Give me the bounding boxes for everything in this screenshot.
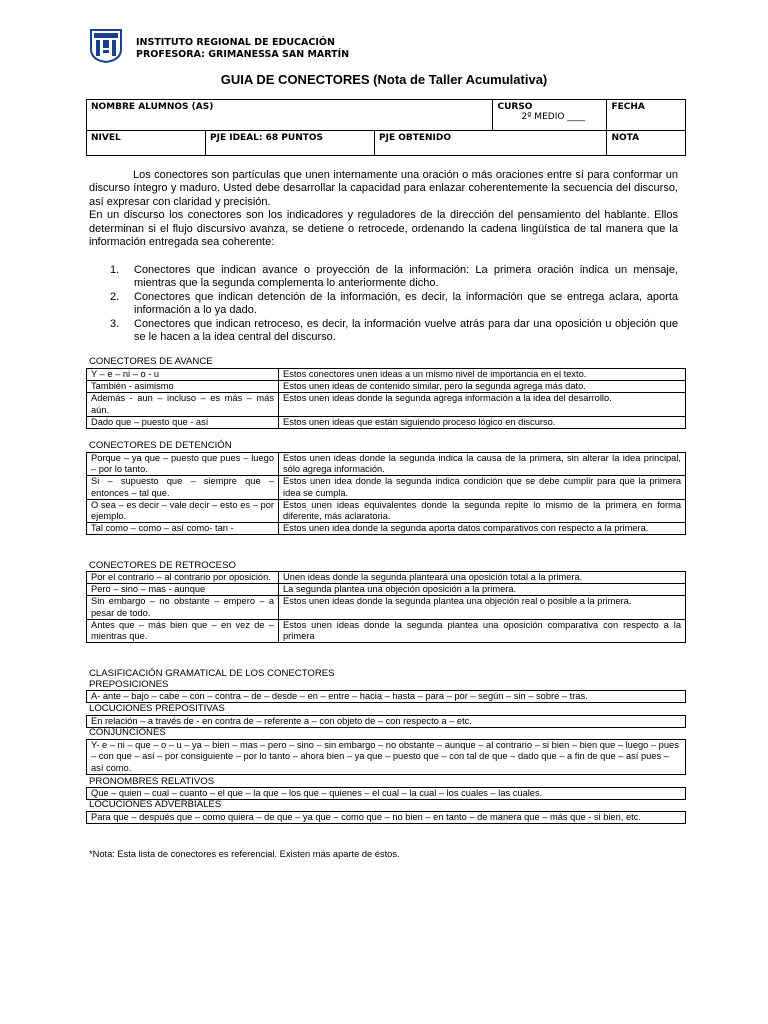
detencion-table — [86, 452, 686, 535]
pronombres-heading: PRONOMBRES RELATIVOS — [89, 776, 215, 787]
intro-paragraph: En un discurso los conectores son los indicadores y reguladores de la dirección del pensamiento del hablante. Ellos determinan si el flujo discursivo avanza, se detiene o retrocede, ordenando la cadena lingüística de tal manera que la información entregada sea coherente: — [89, 209, 678, 249]
table-row: Sin embargo – no obstante – empero – a pesar de todo. Estos unen ideas donde la segunda plantea una objeción real o posible a la primera. — [87, 596, 686, 619]
pje-ideal-cell: PJE IDEAL: 68 PUNTOS — [206, 131, 375, 156]
institution-name: INSTITUTO REGIONAL DE EDUCACIÓN — [136, 37, 335, 48]
document-header — [136, 37, 349, 61]
table-row: Dado que – puesto que - así Estos unen ideas que están siguiendo proceso lógico en discurso. — [87, 416, 686, 428]
list-item: 2. Conectores que indican detención de la información, es decir, la información que se entrega aclara, aporta información a lo ya dado. — [110, 290, 678, 317]
nombre-cell[interactable]: NOMBRE ALUMNOS (AS) — [87, 100, 493, 131]
clasificacion-heading: CLASIFICACIÓN GRAMATICAL DE LOS CONECTORES — [89, 668, 335, 679]
pje-obtenido-cell[interactable]: PJE OBTENIDO — [375, 131, 607, 156]
locuciones-prepositivas-box: En relación – a través de - en contra de – referente a – con objeto de – con respecto a – etc. — [86, 715, 686, 728]
conjunciones-heading: CONJUNCIONES — [89, 727, 166, 738]
table-row: Además - aun – incluso – es más – más aún. Estos unen ideas donde la segunda agrega información a la idea del desarrollo. — [87, 393, 686, 416]
footnote: *Nota: Esta lista de conectores es referencial. Existen más aparte de éstos. — [89, 849, 400, 859]
preposiciones-box: A- ante – bajo – cabe – con – contra – de – desde – en – entre – hacia – hasta – para – por – según – sin – sobre – tras. — [86, 690, 686, 703]
page-title: GUIA DE CONECTORES (Nota de Taller Acumulativa) — [220, 72, 548, 87]
curso-cell[interactable]: CURSO 2º MEDIO ____ — [493, 100, 607, 131]
retroceso-heading: CONECTORES DE RETROCESO — [89, 560, 236, 571]
list-item: 1. Conectores que indican avance o proyección de la información: La primera oración indica un mensaje, mientras que la segunda complementa lo anteriormente dicho. — [110, 264, 678, 290]
teacher-name: PROFESORA: GRIMANESSA SAN MARTÍN — [136, 49, 350, 60]
pronombres-box: Que – quien – cual – cuanto – el que – la que – los que – quienes – el cual – la cual – los cuales – las cuales. — [86, 787, 686, 800]
avance-heading: CONECTORES DE AVANCE — [89, 356, 213, 367]
intro-text — [89, 169, 678, 249]
locuciones-adverbiales-heading: LOCUCIONES ADVERBIALES — [89, 799, 222, 810]
retroceso-table — [86, 571, 686, 643]
connector-types-list — [110, 264, 678, 344]
instituto-regional-logo — [88, 27, 124, 63]
conjunciones-box: Y- e – ni – que – o – u – ya – bien – mas – pero – sino – sin embargo – no obstante – aunque – al contrario – si bien – bien que – luego – pues – con que – así – por consiguiente – por lo tanto – ahora bien – ya que – puesto que – con tal de que – dado que – a fin de que – así pues – así como. — [86, 739, 686, 775]
table-row: Antes que – más bien que – en vez de – mientras que. Estos unen ideas donde la segunda plantea una oposición comparativa con respecto a la primera — [87, 619, 686, 642]
table-row: Tal como – como – así como- tan - Estos unen idea donde la segunda aporta datos comparativos con respecto a la primera. — [87, 523, 686, 535]
student-info-table — [86, 99, 686, 156]
detencion-heading: CONECTORES DE DETENCIÓN — [89, 440, 232, 451]
table-row: Porque – ya que – puesto que pues – luego – por lo tanto. Estos unen ideas donde la segunda indica la causa de la primera, sin alterar la idea principal, sólo agrega información. — [87, 453, 686, 476]
table-row: O sea – es decir – vale decir – esto es – por ejemplo. Estos unen ideas equivalentes donde la segunda repite lo mismo de la primera en forma diferente, más aclaratoria. — [87, 499, 686, 522]
list-item: 3. Conectores que indican retroceso, es decir, la información vuelve atrás para dar una oposición u objeción que se le hacen a la idea central del discurso. — [110, 317, 678, 344]
avance-table — [86, 368, 686, 429]
locuciones-adverbiales-box: Para que – después que – como quiera – de que – ya que – como que – no bien – en tanto – de manera que – más que - si bien, etc. — [86, 811, 686, 824]
nota-cell[interactable]: NOTA — [607, 131, 686, 156]
curso-value: 2º MEDIO ____ — [521, 112, 586, 122]
table-row: También - asimismo Estos unen ideas de contenido similar, pero la segunda agrega más dato. — [87, 381, 686, 393]
table-row: Pero – sino – mas - aunque La segunda plantea una objeción oposición a la primera. — [87, 584, 686, 596]
fecha-cell[interactable]: FECHA — [607, 100, 686, 131]
table-row: Si – supuesto que – siempre que – entonces – tal que. Estos unen idea donde la segunda indica condición que se debe cumplir para que la primera idea se cumpla. — [87, 476, 686, 499]
table-row: Por el contrario – al contrario por oposición. Unen ideas donde la segunda planteará una oposición total a la primera. — [87, 572, 686, 584]
nivel-cell[interactable]: NIVEL — [87, 131, 206, 156]
table-row: Y – e – ni – o - u Estos conectores unen ideas a un mismo nivel de importancia en el texto. — [87, 369, 686, 381]
preposiciones-heading: PREPOSICIONES — [89, 679, 169, 690]
locuciones-prepositivas-heading: LOCUCIONES PREPOSITIVAS — [89, 703, 225, 714]
intro-paragraph: Los conectores son partículas que unen internamente una oración o más oraciones entre sí para conformar un discurso íntegro y maduro. Usted debe desarrollar la capacidad para enlazar coherentemente la secuencia del discurso, así expresar con claridad y precisión. — [89, 169, 678, 208]
